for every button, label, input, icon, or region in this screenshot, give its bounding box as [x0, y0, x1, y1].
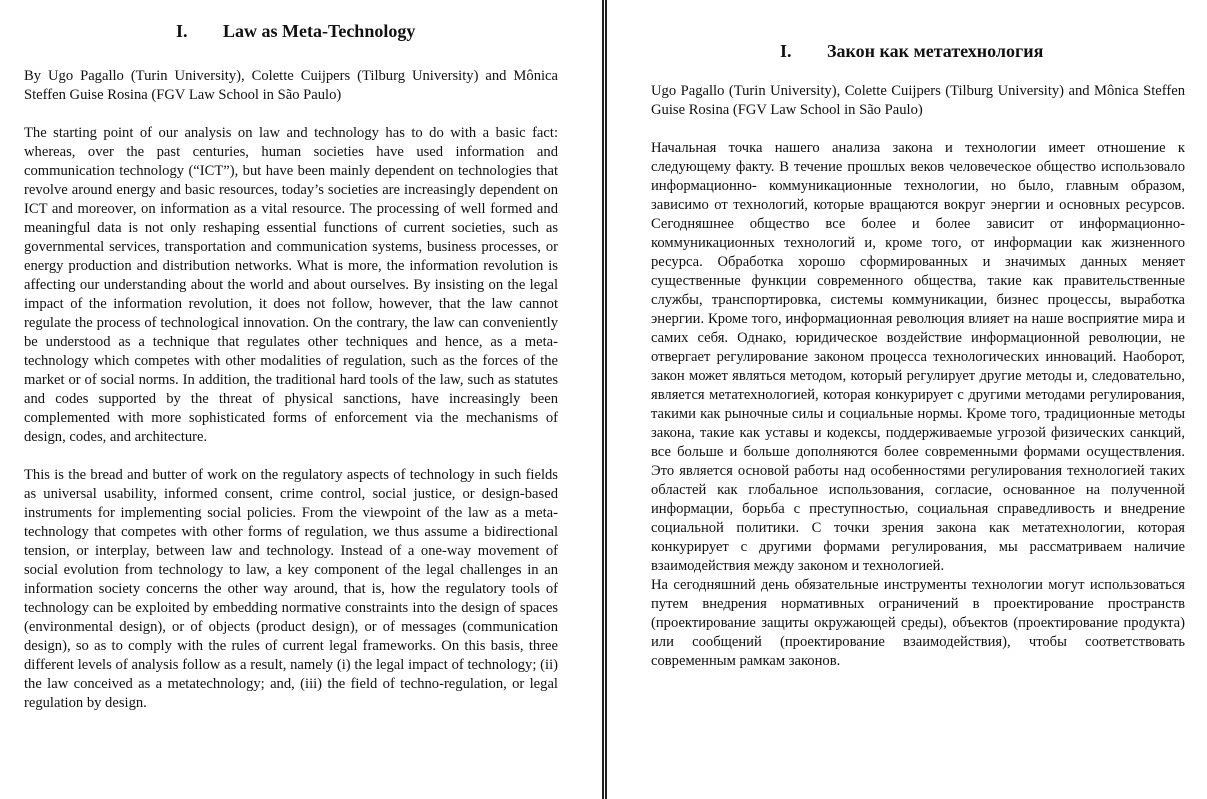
left-body-text	[24, 67, 558, 713]
paragraph: The starting point of our analysis on law and technology has to do with a basic fact: whereas, over the past centuries, human societies have used information and communication technology (“ICT”), but have been mainly dependent on technologies that revolve around energy and basic resources, today’s societies are increasingly dependent on ICT and moreover, on information as a vital resource. The processing of well formed and meaningful data is not only reshaping essential functions of current societies, such as governmental services, transportation and communication systems, business processes, or energy production and distribution networks. What is more, the information revolution is affecting our understanding about the world and about ourselves. By insisting on the legal impact of the information revolution, it does not follow, however, that the law cannot regulate the process of technological innovation. On the contrary, the law can conveniently be understood as a technique that regulates other techniques and hence, as a meta-technology which competes with other modalities of regulation, such as the forces of the market or of social norms. In addition, the traditional hard tools of the law, such as statutes and codes supported by the threat of physical sanctions, have increasingly been complemented with more sophisticated forms of enforcement via the mechanisms of design, codes, and architecture.	[24, 125, 558, 445]
right-body-text	[651, 82, 1185, 671]
column-divider	[602, 0, 604, 799]
authors-line: By Ugo Pagallo (Turin University), Colette Cuijpers (Tilburg University) and Mônica Steffen Guise Rosina (FGV Law School in São Paulo)	[24, 68, 558, 103]
column-divider	[605, 0, 607, 799]
paragraph: This is the bread and butter of work on the regulatory aspects of technology in such fields as universal usability, informed consent, crime control, social justice, or design-based instruments for implementing social policies. From the viewpoint of the law as a meta-technology that competes with other forms of regulation, we thus assume a bidirectional tension, or interplay, between law and technology. Instead of a one-way movement of social evolution from technology to law, a key component of the legal challenges in an information society concerns the other way around, that is, how the regulatory tools of technology can be exploited by embedding normative constraints into the design of spaces (environmental design), or of objects (product design), or of messages (communication design), so as to comply with the rules of current legal frameworks. On this basis, three different levels of analysis follow as a result, namely (i) the legal impact of technology; (ii) the law conceived as a metatechnology; and, (iii) the field of techno-regulation, or legal regulation by design.	[24, 467, 558, 711]
section-title: Закон как метатехнология	[827, 41, 1044, 61]
section-heading	[780, 41, 1043, 62]
paragraph: На сегодняшний день обязательные инструменты технологии могут использоваться путем внедрения нормативных ограничений в проектирование пространств (проектирование защиты окружающей среды), объектов (проектирование продукта) или сообщений (проектирование взаимодействия), чтобы соответствовать современным рамкам законов.	[651, 577, 1185, 669]
authors-line: Ugo Pagallo (Turin University), Colette Cuijpers (Tilburg University) and Mônica Steffen Guise Rosina (FGV Law School in São Paulo)	[651, 83, 1185, 118]
section-title: Law as Meta-Technology	[223, 21, 416, 41]
section-number: I.	[780, 41, 792, 61]
section-heading	[176, 21, 415, 42]
left-page-english	[0, 0, 602, 799]
paragraph: Начальная точка нашего анализа закона и технологии имеет отношение к следующему факту. В течение прошлых веков человеческое общество использовало информационно- коммуникационные технологии, но было, главным образом, зависимо от технологий, которые вращаются вокруг энергии и основных ресурсов. Сегодняшнее общество все более и более зависит от информационно-коммуникационных технологий и, кроме того, от информации как жизненного ресурса. Обработка хорошо сформированных и значимых данных меняет существенные функции современного общества, такие как правительственные службы, транспортировка, системы коммуникации, бизнес процессы, выработка энергии. Кроме того, информационная революция влияет на наше восприятие мира и самих себя. Однако, юридическое воздействие информационной революции, не отвергает регулирование законом процесса технологических инноваций. Наоборот, закон может являться методом, который регулирует другие методы и, следовательно, является метатехнологией, которая конкурирует с другими методами регулирования, такими как рыночные силы и социальные нормы. Кроме того, традиционные методы закона, такие как уставы и кодексы, поддерживаемые угрозой физических санкций, все больше и больше дополняются более современными формами осуществления. Это является основой работы над особенностями регулирования технологией таких областей как глобальное использования, согласие, основанное на полученной информации, борьба с преступностью, социальная справедливость и внедрение социальной политики. С точки зрения закона как метатехнологии, которая конкурирует с другими формами регулирования, мы рассматриваем наличие взаимодействия между законом и технологией.	[651, 140, 1185, 574]
right-page-russian	[608, 0, 1207, 799]
section-number: I.	[176, 21, 188, 41]
